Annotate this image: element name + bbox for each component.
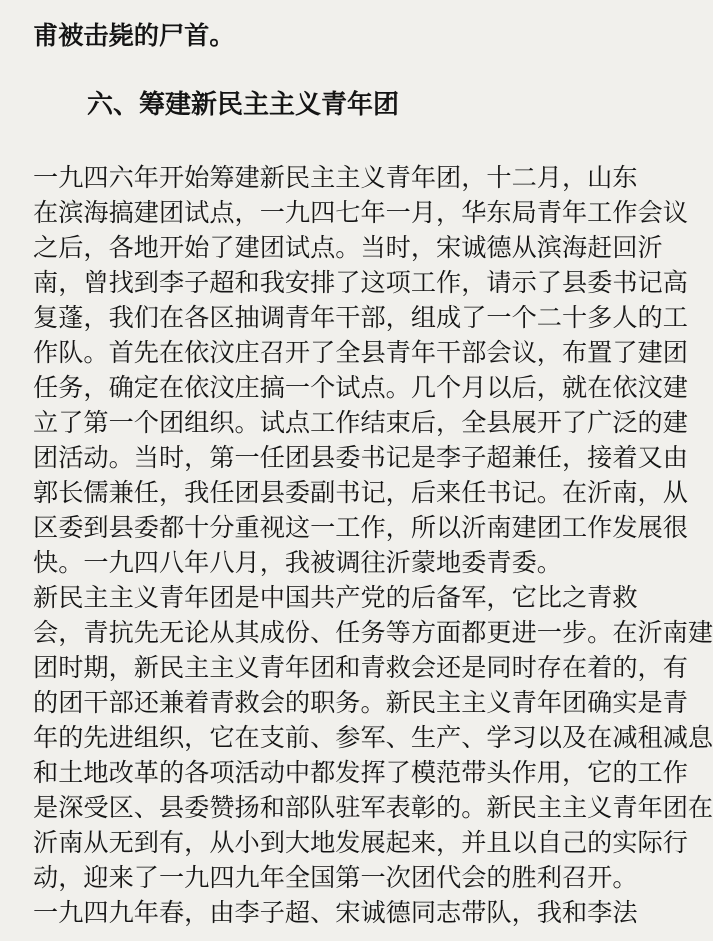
text-line: 之后，各地开始了建团试点。当时，宋诚德从滨海赶回沂 [33,233,663,262]
text-line: 在滨海搞建团试点，一九四七年一月，华东局青年工作会议 [33,198,688,227]
text-line: 新民主主义青年团是中国共产党的后备军，它比之青救 [33,583,638,612]
text-line: 任务，确定在依汶庄搞一个试点。几个月以后，就在依汶建 [33,373,688,402]
text-line: 一九四六年开始筹建新民主主义青年团，十二月，山东 [33,163,638,192]
text-line: 立了第一个团组织。试点工作结束后，全县展开了广泛的建 [33,408,688,437]
text-line: 郭长儒兼任，我任团县委副书记，后来任书记。在沂南，从 [33,478,688,507]
text-line: 作队。首先在依汶庄召开了全县青年干部会议，布置了建团 [33,338,688,367]
text-line: 南，曾找到李子超和我安排了这项工作，请示了县委书记高 [33,268,688,297]
text-line: 会，青抗先无论从其成份、任务等方面都更进一步。在沂南建 [33,618,713,647]
text-line: 一九四九年春，由李子超、宋诚德同志带队，我和李法 [33,898,638,927]
text-line: 的团干部还兼着青救会的职务。新民主主义青年团确实是青 [33,688,688,717]
section-heading: 六、筹建新民主主义青年团 [87,90,400,120]
text-line: 和土地改革的各项活动中都发挥了模范带头作用，它的工作 [33,758,688,787]
text-line: 沂南从无到有，从小到大地发展起来，并且以自己的实际行 [33,828,688,857]
text-line: 快。一九四八年八月，我被调往沂蒙地委青委。 [33,548,562,577]
text-line: 团活动。当时，第一任团县委书记是李子超兼任，接着又由 [33,443,688,472]
top-line: 甫被击毙的尸首。 [33,20,235,50]
text-line: 团时期，新民主主义青年团和青救会还是同时存在着的，有 [33,653,688,682]
text-line: 是深受区、县委赞扬和部队驻军表彰的。新民主主义青年团在 [33,793,713,822]
text-line: 区委到县委都十分重视这一工作，所以沂南建团工作发展很 [33,513,688,542]
text-line: 动，迎来了一九四九年全国第一次团代会的胜利召开。 [33,863,638,892]
text-line: 年的先进组织，它在支前、参军、生产、学习以及在减租减息 [33,723,713,752]
text-line: 复蓬，我们在各区抽调青年干部，组成了一个二十多人的工 [33,303,688,332]
